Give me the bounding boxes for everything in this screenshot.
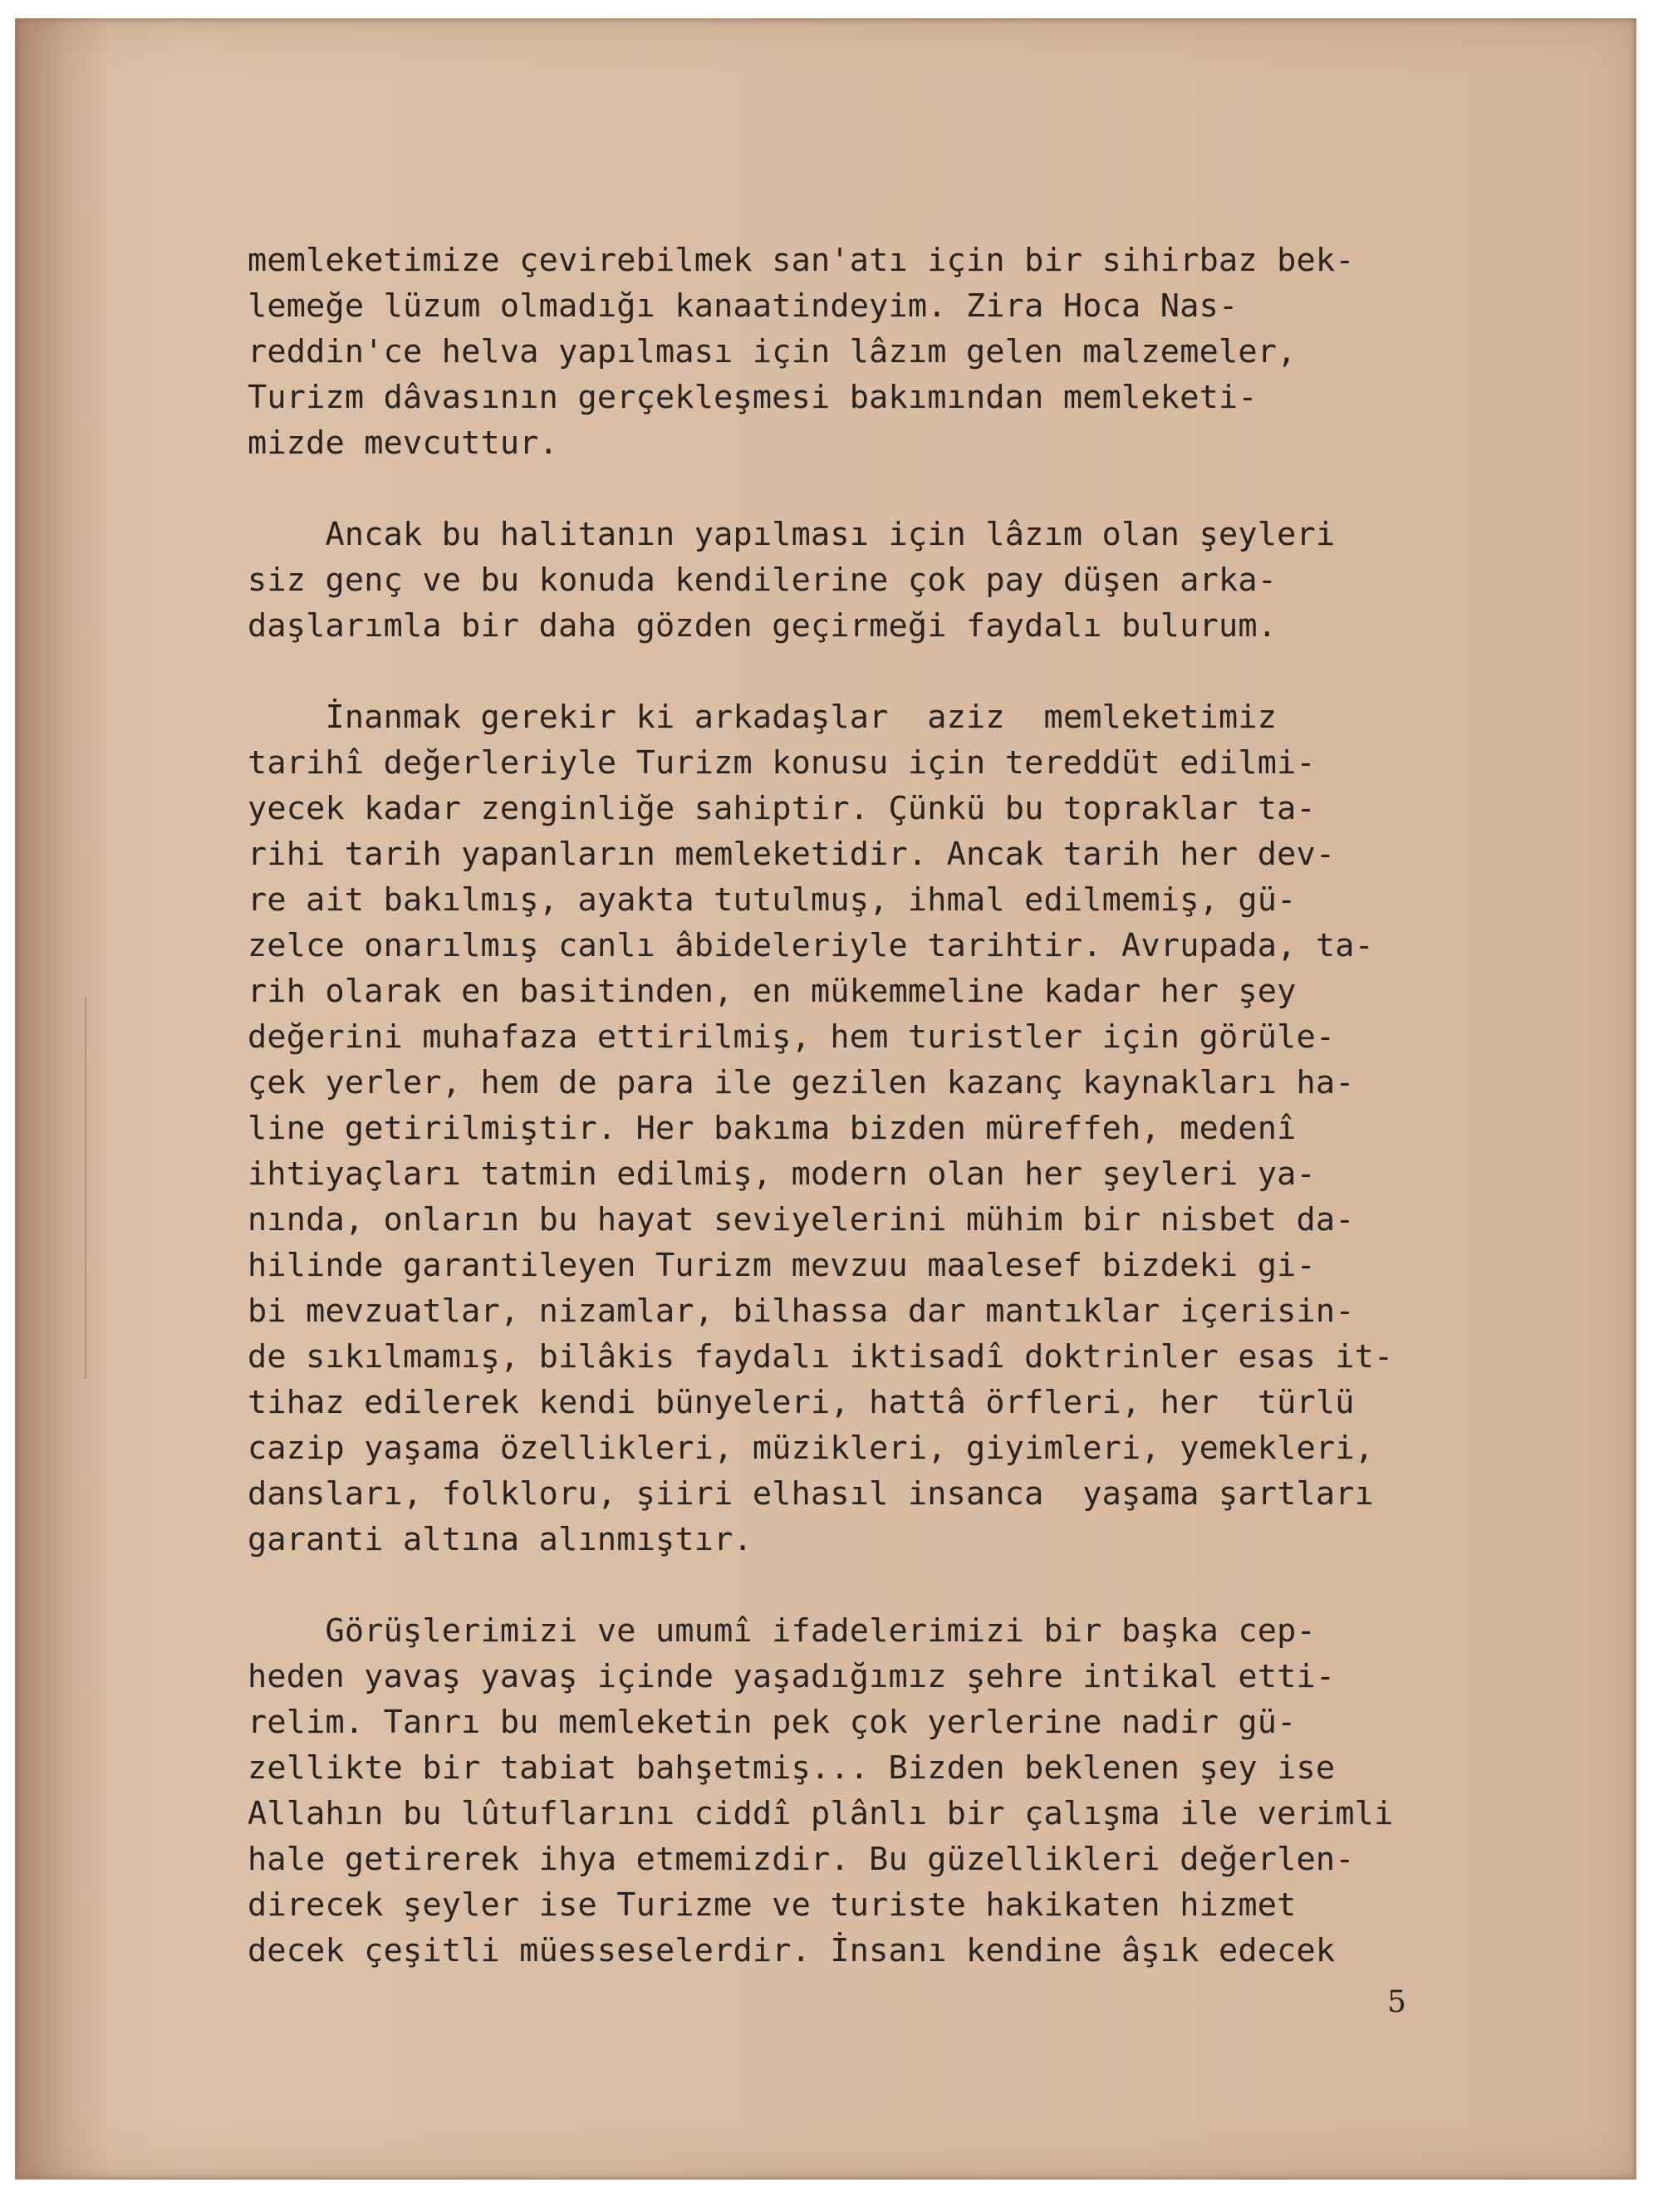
text-line: ihtiyaçları tatmin edilmiş, modern olan her şeyleri ya- [248, 1155, 1316, 1193]
text-line: siz genç ve bu konuda kendilerine çok pay düşen arka- [248, 562, 1278, 599]
page-number: 5 [1387, 1985, 1406, 2019]
text-line: çek yerler, hem de para ile gezilen kazanç kaynakları ha- [248, 1064, 1355, 1101]
text-line: tarihî değerleriyle Turizm konusu için tereddüt edilmi- [248, 744, 1316, 782]
paragraph-spacer [248, 1562, 1425, 1608]
text-line: rih olarak en basitinden, en mükemmeline kadar her şey [248, 973, 1297, 1010]
text-line: re ait bakılmış, ayakta tutulmuş, ihmal edilmemiş, gü- [248, 881, 1297, 919]
text-line: zellikte bir tabiat bahşetmiş... Bizden beklenen şey ise [248, 1749, 1336, 1787]
paragraph [248, 512, 1425, 649]
text-line: lemeğe lüzum olmadığı kanaatindeyim. Zira Hoca Nas- [248, 287, 1239, 325]
text-line: dansları, folkloru, şiiri elhasıl insanca yaşama şartları [248, 1475, 1374, 1513]
text-line: rihi tarih yapanların memleketidir. Ancak tarih her dev- [248, 836, 1336, 873]
text-line: Turizm dâvasının gerçekleşmesi bakımından memleketi- [248, 379, 1258, 416]
text-line: tihaz edilerek kendi bünyeleri, hattâ örfleri, her türlü [248, 1384, 1355, 1421]
text-line: garanti altına alınmıştır. [248, 1521, 753, 1558]
text-line: memleketimize çevirebilmek san'atı için bir sihirbaz bek- [248, 242, 1355, 279]
text-line: decek çeşitli müesseselerdir. İnsanı kendine âşık edecek [248, 1932, 1336, 1969]
text-line: bi mevzuatlar, nizamlar, bilhassa dar mantıklar içerisin- [248, 1292, 1355, 1330]
text-line: mizde mevcuttur. [248, 424, 559, 462]
text-line: direcek şeyler ise Turizme ve turiste hakikaten hizmet [248, 1886, 1297, 1924]
text-line: zelce onarılmış canlı âbideleriyle tarihtir. Avrupada, ta- [248, 927, 1374, 964]
paragraph [248, 238, 1425, 466]
text-line: Görüşlerimizi ve umumî ifadelerimizi bir başka cep- [248, 1612, 1316, 1650]
text-line: heden yavaş yavaş içinde yaşadığımız şehre intikal etti- [248, 1658, 1336, 1695]
binding-crease [85, 997, 86, 1379]
text-line: line getirilmiştir. Her bakıma bizden müreffeh, medenî [248, 1110, 1297, 1147]
paragraph-spacer [248, 649, 1425, 694]
paragraph [248, 694, 1425, 1562]
text-line: nında, onların bu hayat seviyelerini mühim bir nisbet da- [248, 1201, 1355, 1238]
text-line: hilinde garantileyen Turizm mevzuu maalesef bizdeki gi- [248, 1247, 1316, 1284]
text-line: cazip yaşama özellikleri, müzikleri, giyimleri, yemekleri, [248, 1430, 1374, 1467]
text-line: de sıkılmamış, bilâkis faydalı iktisadî doktrinler esas it- [248, 1338, 1394, 1376]
text-line: hale getirerek ihya etmemizdir. Bu güzellikleri değerlen- [248, 1841, 1355, 1878]
body-text [248, 238, 1425, 1974]
text-line: relim. Tanrı bu memleketin pek çok yerlerine nadir gü- [248, 1704, 1297, 1741]
text-line: Allahın bu lûtuflarını ciddî plânlı bir çalışma ile verimli [248, 1795, 1394, 1832]
text-line: değerini muhafaza ettirilmiş, hem turistler için görüle- [248, 1018, 1336, 1056]
text-line: reddin'ce helva yapılması için lâzım gelen malzemeler, [248, 333, 1297, 370]
text-line: daşlarımla bir daha gözden geçirmeği faydalı bulurum. [248, 607, 1278, 645]
text-line: yecek kadar zenginliğe sahiptir. Çünkü bu topraklar ta- [248, 790, 1316, 827]
paragraph [248, 1608, 1425, 1974]
text-line: Ancak bu halitanın yapılması için lâzım olan şeyleri [248, 516, 1336, 553]
text-line: İnanmak gerekir ki arkadaşlar aziz memleketimiz [248, 699, 1278, 736]
binding-shadow [15, 18, 106, 2178]
paragraph-spacer [248, 466, 1425, 512]
